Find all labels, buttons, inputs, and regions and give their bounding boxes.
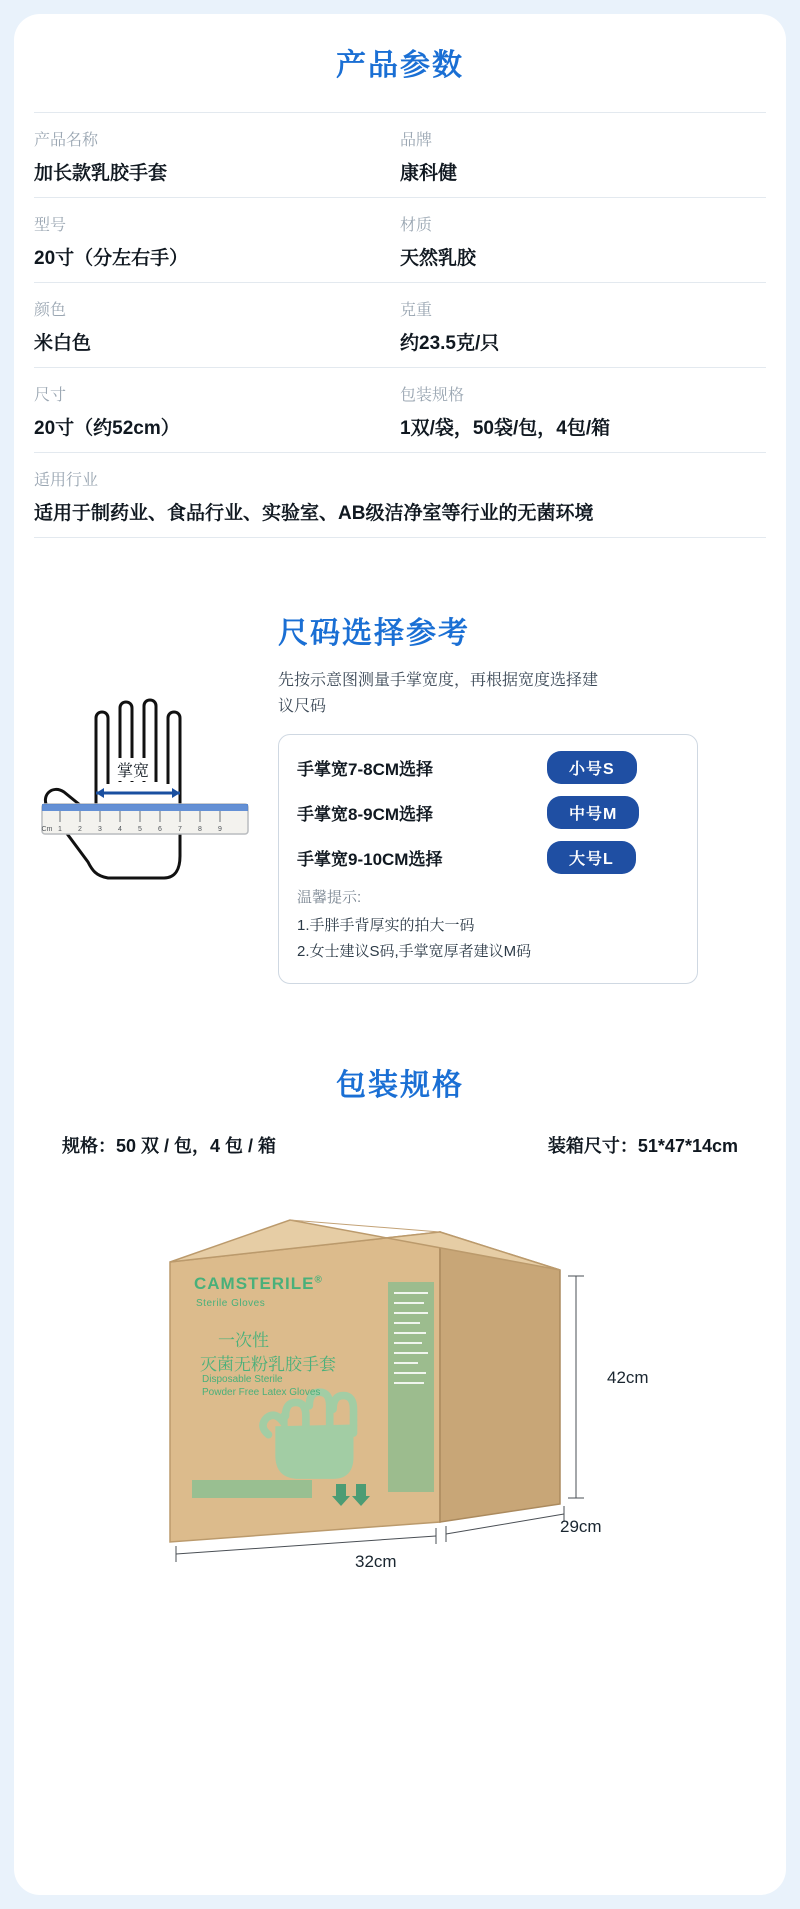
carton-dimension-depth: 29cm: [560, 1517, 602, 1536]
spec-cell-industry: [34, 467, 766, 525]
table-row: [34, 112, 766, 198]
spec-value: 天然乳胶: [400, 248, 477, 269]
spec-label: 克重: [400, 302, 433, 319]
spec-cell-product-name: [34, 127, 400, 185]
ruler-icon: [42, 804, 248, 834]
registered-mark-icon: ®: [314, 1274, 323, 1286]
spec-label: 型号: [34, 217, 67, 234]
spec-value: 康科健: [400, 163, 458, 184]
spec-value: 加长款乳胶手套: [34, 163, 168, 184]
size-option-l: [297, 841, 679, 874]
size-option-s: [297, 751, 679, 784]
svg-text:2: 2: [78, 826, 82, 833]
spec-cell-size: [34, 382, 400, 440]
spec-cell-packaging: [400, 382, 766, 440]
hand-icon: [34, 666, 264, 906]
spec-value: 适用于制药业、食品行业、实验室、AB级洁净室等行业的无菌环境: [34, 503, 594, 524]
spec-value: 20寸（约52cm）: [34, 418, 180, 439]
table-row: [34, 453, 766, 538]
spec-value: 米白色: [34, 333, 92, 354]
packaging-spec-right: 装箱尺寸：51*47*14cm: [547, 1136, 738, 1156]
tips-title: 温馨提示:: [297, 889, 362, 906]
svg-text:8: 8: [198, 826, 202, 833]
size-guide-title: 尺码选择参考: [278, 617, 470, 650]
svg-text:Cm: Cm: [41, 826, 53, 833]
list-item: 1.手胖手背厚实的拍大一码: [297, 917, 475, 934]
spec-label: 颜色: [34, 302, 67, 319]
carton-cn-line1: 一次性: [218, 1331, 269, 1350]
size-options-box: [278, 734, 698, 984]
size-guide-section: [0, 608, 800, 968]
svg-text:9: 9: [218, 826, 222, 833]
spec-label: 材质: [400, 217, 433, 234]
table-row: [34, 368, 766, 453]
status-badge: 大号L: [547, 841, 636, 874]
carton-dimension-width: 32cm: [355, 1552, 397, 1571]
carton-brand-sub: Sterile Gloves: [196, 1298, 266, 1309]
product-spec-title: 产品参数: [336, 49, 464, 82]
spec-label: 适用行业: [34, 472, 99, 489]
spec-label: 产品名称: [34, 132, 99, 149]
packaging-specs: [62, 1132, 738, 1158]
status-badge: 小号S: [547, 751, 637, 784]
carton-cn-line2: 灭菌无粉乳胶手套: [200, 1355, 336, 1374]
carton-illustration: [140, 1192, 660, 1592]
svg-text:6: 6: [158, 826, 162, 833]
spec-cell-model: [34, 212, 400, 270]
svg-text:1: 1: [58, 826, 62, 833]
svg-text:3: 3: [98, 826, 102, 833]
spec-value: 1双/袋，50袋/包，4包/箱: [400, 418, 611, 439]
size-option-text: 手掌宽8-9CM选择: [297, 805, 434, 824]
spec-label: 包装规格: [400, 387, 465, 404]
size-guide-description: 先按示意图测量手掌宽度，再根据宽度选择建议尺码: [278, 672, 599, 715]
table-row: [34, 198, 766, 283]
spec-label: 品牌: [400, 132, 433, 149]
spec-cell-color: [34, 297, 400, 355]
carton-en-line1: Disposable Sterile: [202, 1374, 283, 1385]
carton-brand-name: CAMSTERILE: [194, 1274, 315, 1293]
svg-text:4: 4: [118, 826, 122, 833]
spec-cell-brand: [400, 127, 766, 185]
carton-en-line2: Powder Free Latex Gloves: [202, 1387, 321, 1398]
carton-brand: [194, 1274, 323, 1294]
svg-text:5: 5: [138, 826, 142, 833]
svg-text:7: 7: [178, 826, 182, 833]
hand-measure-illustration: [34, 666, 264, 906]
size-option-text: 手掌宽9-10CM选择: [297, 850, 443, 869]
packaging-title: 包装规格: [336, 1069, 464, 1102]
size-guide-panel: [278, 608, 718, 984]
list-item: 2.女士建议S码,手掌宽厚者建议M码: [297, 943, 532, 960]
spec-table: [34, 112, 766, 538]
spec-value: 约23.5克/只: [400, 333, 500, 354]
palm-width-label: 掌宽: [114, 758, 152, 781]
carton-dimension-height: 42cm: [607, 1368, 649, 1387]
table-row: [34, 283, 766, 368]
packaging-spec-left: 规格：50 双 / 包，4 包 / 箱: [62, 1136, 277, 1156]
size-option-text: 手掌宽7-8CM选择: [297, 760, 434, 779]
status-badge: 中号M: [547, 796, 639, 829]
packaging-section: [0, 1054, 800, 1592]
spec-cell-material: [400, 212, 766, 270]
size-option-m: [297, 796, 679, 829]
spec-cell-weight: [400, 297, 766, 355]
spec-value: 20寸（分左右手）: [34, 248, 189, 269]
spec-label: 尺寸: [34, 387, 67, 404]
